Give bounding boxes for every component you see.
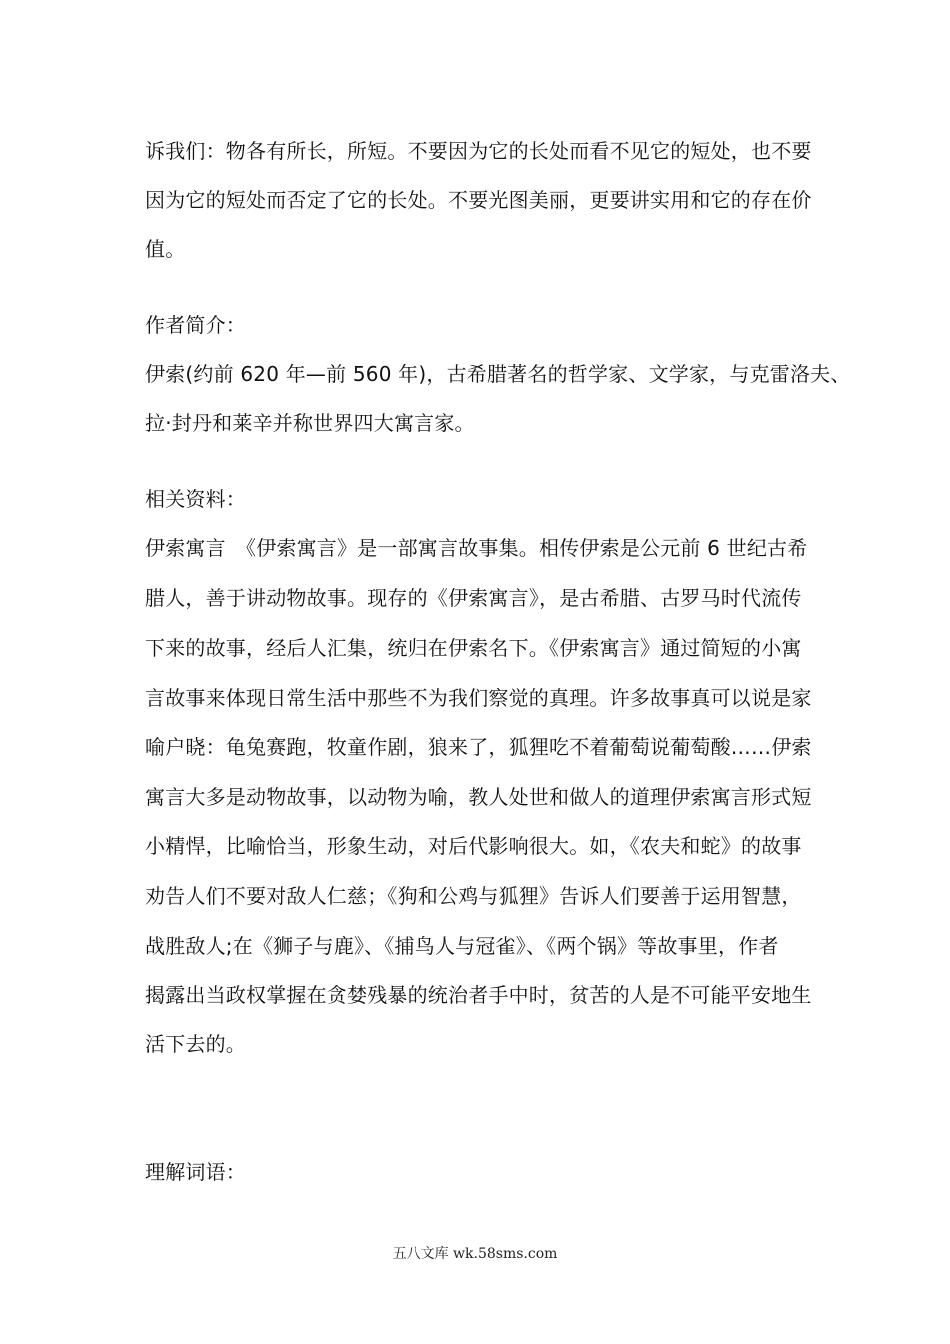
section-heading-vocabulary: 理解词语： [145,1160,246,1184]
paragraph-line: 揭露出当政权掌握在贪婪残暴的统治者手中时，贫苦的人是不可能平安地生 [145,983,812,1007]
paragraph-line: 活下去的。 [145,1032,246,1056]
paragraph-line: 腊人，善于讲动物故事。现存的《伊索寓言》，是古希腊、古罗马时代流传 [145,586,802,610]
paragraph-line: 战胜敌人;在《狮子与鹿》、《捕鸟人与冠雀》、《两个锅》等故事里，作者 [145,934,779,958]
page-footer: 五八文库 wk.58sms.com [392,1246,558,1262]
paragraph-line: 小精悍，比喻恰当，形象生动，对后代影响很大。如，《农夫和蛇》的故事 [145,834,802,858]
paragraph-line: 拉·封丹和莱辛并称世界四大寓言家。 [145,411,475,435]
paragraph-line: 因为它的短处而否定了它的长处。不要光图美丽，更要讲实用和它的存在价 [145,188,812,212]
paragraph-line: 伊索寓言 《伊索寓言》是一部寓言故事集。相传伊索是公元前 6 世纪古希 [145,536,808,560]
paragraph-line: 喻户晓：龟兔赛跑，牧童作剧，狼来了，狐狸吃不着葡萄说葡萄酸……伊索 [145,735,812,759]
paragraph-line: 劝告人们不要对敌人仁慈；《狗和公鸡与狐狸》告诉人们要善于运用智慧， [145,884,802,908]
paragraph-line: 伊索(约前 620 年—前 560 年)，古希腊著名的哲学家、文学家，与克雷洛夫、 [145,362,851,386]
section-heading-materials: 相关资料： [145,487,246,511]
section-heading-author: 作者简介： [145,313,246,337]
paragraph-line: 寓言大多是动物故事，以动物为喻，教人处世和做人的道理伊索寓言形式短 [145,785,812,809]
paragraph-line: 下来的故事，经后人汇集，统归在伊索名下。《伊索寓言》通过简短的小寓 [145,636,802,660]
paragraph-line: 诉我们：物各有所长，所短。不要因为它的长处而看不见它的短处，也不要 [145,139,812,163]
paragraph-line: 言故事来体现日常生活中那些不为我们察觉的真理。许多故事真可以说是家 [145,686,812,710]
paragraph-line: 值。 [145,237,186,261]
